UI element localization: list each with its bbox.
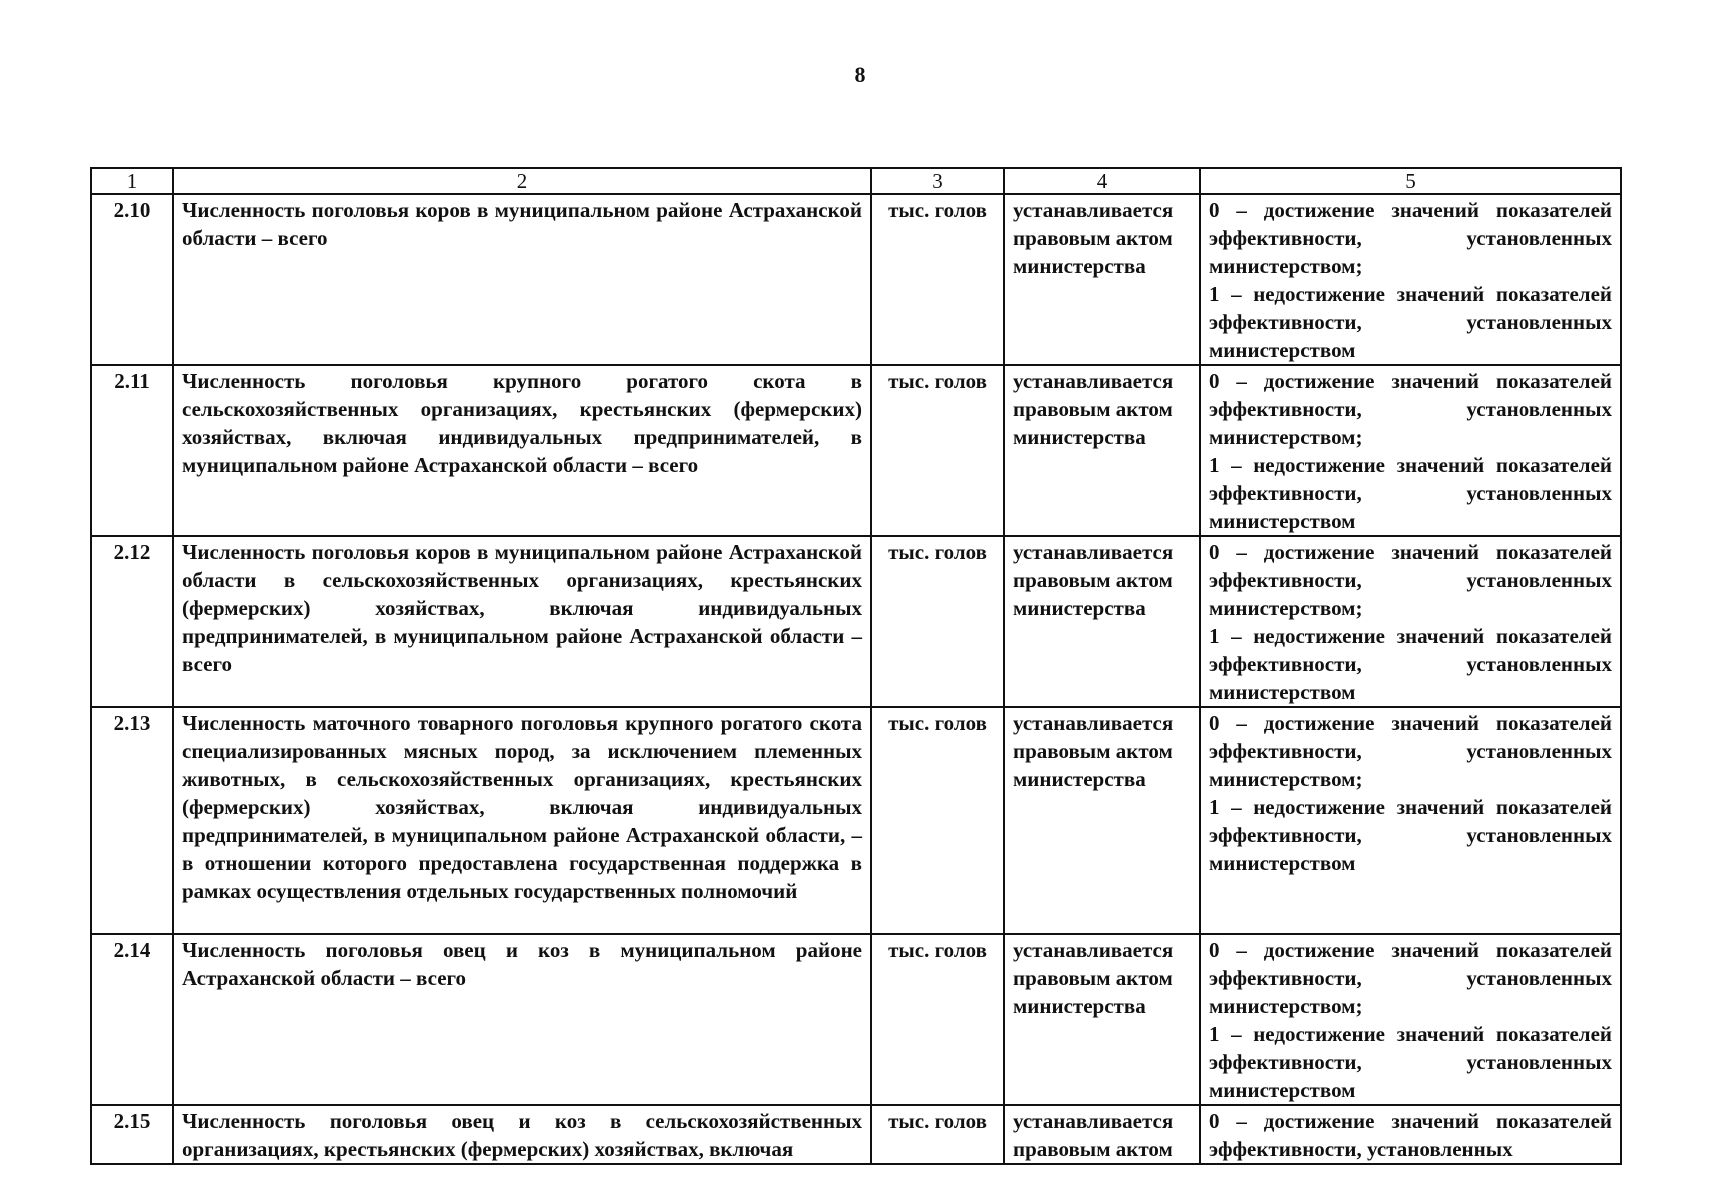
evaluation-criteria	[1200, 1105, 1621, 1164]
evaluation-criteria	[1200, 365, 1621, 536]
table-row	[91, 536, 1621, 707]
table-row	[91, 1105, 1621, 1164]
evaluation-criteria	[1200, 934, 1621, 1105]
unit-of-measure: тыс. голов	[871, 365, 1004, 536]
criteria-not-achieved: 1 – недостижение значений показателей эффективности, установленных министерством	[1209, 624, 1612, 704]
table-row	[91, 707, 1621, 934]
unit-of-measure: тыс. голов	[871, 536, 1004, 707]
row-number: 2.14	[91, 934, 173, 1105]
criteria-not-achieved: 1 – недостижение значений показателей эффективности, установленных министерством	[1209, 795, 1612, 875]
indicators-table	[90, 167, 1622, 1165]
unit-of-measure: тыс. голов	[871, 1105, 1004, 1164]
evaluation-criteria	[1200, 707, 1621, 934]
header-col-3: 3	[871, 168, 1004, 194]
table-row	[91, 194, 1621, 365]
table-row	[91, 365, 1621, 536]
evaluation-criteria	[1200, 536, 1621, 707]
row-number: 2.11	[91, 365, 173, 536]
target-source: устанавливается правовым актом министерства	[1004, 536, 1200, 707]
criteria-achieved: 0 – достижение значений показателей эффективности, установленных министерством;	[1209, 711, 1612, 791]
criteria-not-achieved: 1 – недостижение значений показателей эффективности, установленных министерством	[1209, 282, 1612, 362]
criteria-achieved: 0 – достижение значений показателей эффективности, установленных министерством;	[1209, 540, 1612, 620]
indicator-description: Численность поголовья коров в муниципальном районе Астраханской области в сельскохозяйственных организациях, крестьянских (фермерских) хозяйствах, включая индивидуальных предпринимателей, в муниципальном районе Астраханской области – всего	[173, 536, 871, 707]
page-number: 8	[854, 62, 866, 87]
header-col-4: 4	[1004, 168, 1200, 194]
indicator-description: Численность поголовья овец и коз в муниципальном районе Астраханской области – всего	[173, 934, 871, 1105]
indicator-description: Численность поголовья коров в муниципальном районе Астраханской области – всего	[173, 194, 871, 365]
row-number: 2.13	[91, 707, 173, 934]
target-source: устанавливается правовым актом министерства	[1004, 707, 1200, 934]
indicator-description: Численность поголовья крупного рогатого скота в сельскохозяйственных организациях, крестьянских (фермерских) хозяйствах, включая индивидуальных предпринимателей, в муниципальном районе Астраханской области – всего	[173, 365, 871, 536]
indicator-description: Численность поголовья овец и коз в сельскохозяйственных организациях, крестьянских (фермерских) хозяйствах, включая	[173, 1105, 871, 1164]
unit-of-measure: тыс. голов	[871, 934, 1004, 1105]
criteria-not-achieved: 1 – недостижение значений показателей эффективности, установленных министерством	[1209, 1022, 1612, 1102]
unit-of-measure: тыс. голов	[871, 194, 1004, 365]
indicator-description: Численность маточного товарного поголовья крупного рогатого скота специализированных мясных пород, за исключением племенных животных, в сельскохозяйственных организациях, крестьянских (фермерских) хозяйствах, включая индивидуальных предпринимателей, в муниципальном районе Астраханской области, – в отношении которого предоставлена государственная поддержка в рамках осуществления отдельных государственных полномочий	[173, 707, 871, 934]
table-row	[91, 934, 1621, 1105]
row-number: 2.10	[91, 194, 173, 365]
target-source: устанавливается правовым актом министерства	[1004, 934, 1200, 1105]
header-col-5: 5	[1200, 168, 1621, 194]
target-source: устанавливается правовым актом	[1004, 1105, 1200, 1164]
row-number: 2.12	[91, 536, 173, 707]
criteria-achieved: 0 – достижение значений показателей эффективности, установленных министерством;	[1209, 369, 1612, 449]
target-source: устанавливается правовым актом министерства	[1004, 365, 1200, 536]
criteria-not-achieved: 1 – недостижение значений показателей эффективности, установленных министерством	[1209, 453, 1612, 533]
evaluation-criteria	[1200, 194, 1621, 365]
header-col-1: 1	[91, 168, 173, 194]
table-header-row	[91, 168, 1621, 194]
criteria-achieved: 0 – достижение значений показателей эффективности, установленных министерством;	[1209, 198, 1612, 278]
unit-of-measure: тыс. голов	[871, 707, 1004, 934]
row-number: 2.15	[91, 1105, 173, 1164]
target-source: устанавливается правовым актом министерства	[1004, 194, 1200, 365]
criteria-achieved: 0 – достижение значений показателей эффективности, установленных министерством;	[1209, 938, 1612, 1018]
criteria-achieved: 0 – достижение значений показателей эффективности, установленных	[1209, 1109, 1612, 1161]
header-col-2: 2	[173, 168, 871, 194]
